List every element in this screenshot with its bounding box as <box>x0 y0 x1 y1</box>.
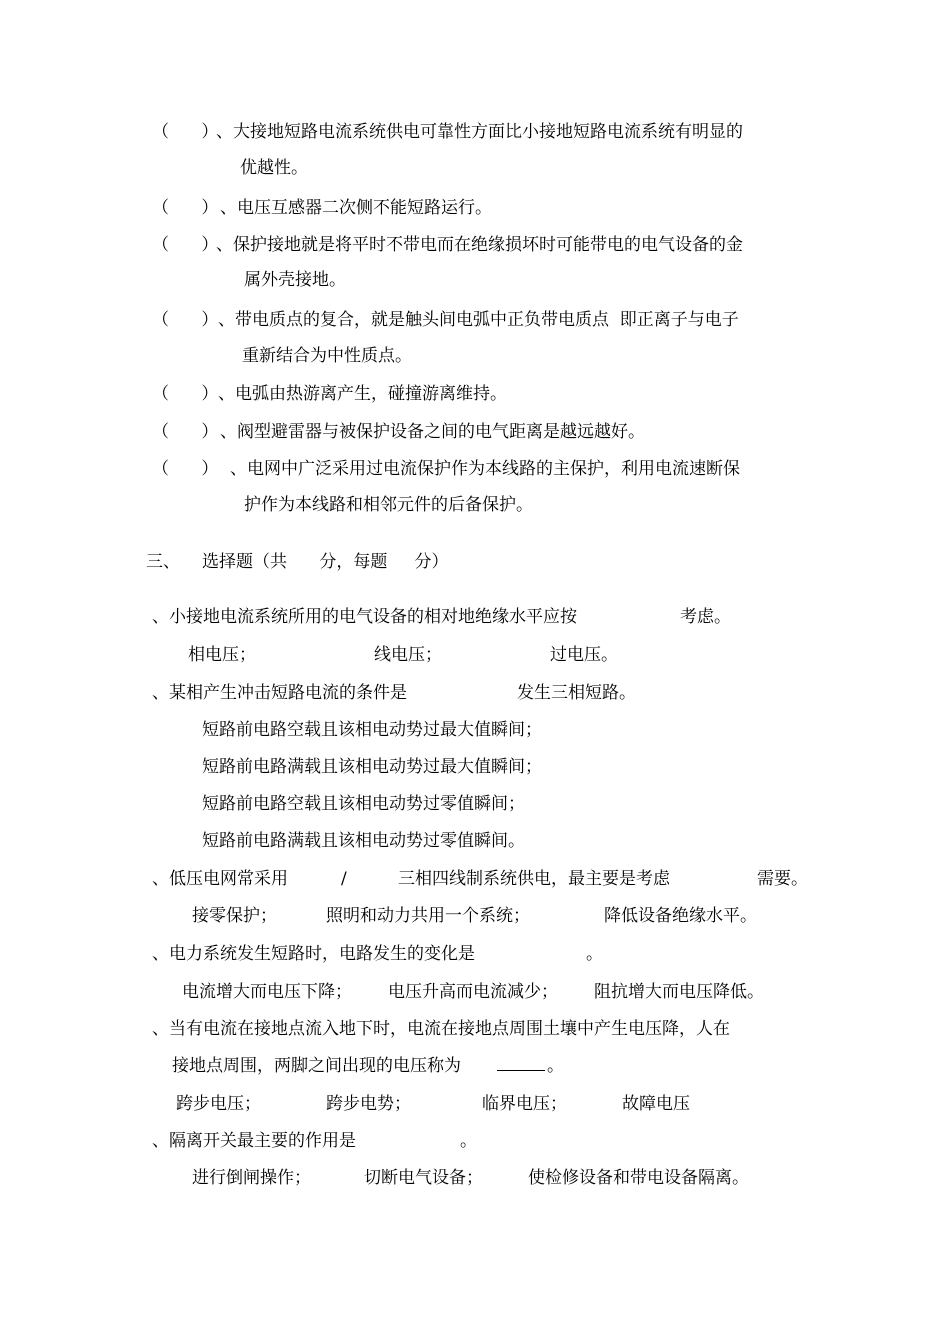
option[interactable]: 切断电气设备； <box>364 1168 483 1188</box>
option[interactable]: 跨步电压； <box>176 1094 261 1114</box>
item-text: 、电网中广泛采用过电流保护作为本线路的主保护，利用电流速断保 <box>230 459 740 479</box>
option[interactable]: 接零保护； <box>192 906 277 926</box>
item-text: 、大接地短路电流系统供电可靠性方面比小接地短路电流系统有明显的 <box>216 122 743 142</box>
item-text-cont: 重新结合为中性质点。 <box>242 346 412 366</box>
question-stem: 、低压电网常采用 <box>152 869 288 889</box>
option[interactable]: 故障电压 <box>622 1094 690 1114</box>
item-text: 、保护接地就是将平时不带电而在绝缘损坏时可能带电的电气设备的金 <box>216 235 743 255</box>
question-stem-mid: 三相四线制系统供电，最主要是考虑 <box>398 869 670 889</box>
item-text: 、阀型避雷器与被保护设备之间的电气距离是越远越好。 <box>220 422 645 442</box>
option[interactable]: 临界电压； <box>482 1094 567 1114</box>
question-stem-tail: 。 <box>547 1056 564 1076</box>
question-stem-tail: 考虑。 <box>680 607 731 627</box>
option[interactable]: 短路前电路满载且该相电动势过零值瞬间。 <box>202 831 525 851</box>
question-stem: 、隔离开关最主要的作用是 <box>152 1131 356 1151</box>
item-text: 、电压互感器二次侧不能短路运行。 <box>220 198 492 218</box>
option[interactable]: 进行倒闸操作； <box>192 1168 311 1188</box>
item-text-cont: 优越性。 <box>240 158 308 178</box>
section-number: 三、 <box>146 552 180 572</box>
option[interactable]: 短路前电路满载且该相电动势过最大值瞬间； <box>202 757 542 777</box>
question-stem: 、某相产生冲击短路电流的条件是 <box>152 683 407 703</box>
option[interactable]: 相电压； <box>188 645 256 665</box>
slash-separator: / <box>341 869 347 889</box>
option[interactable]: 电压升高而电流减少； <box>388 982 558 1002</box>
item-text: 、电弧由热游离产生，碰撞游离维持。 <box>218 384 507 404</box>
answer-paren[interactable]: （ ） <box>152 422 219 442</box>
question-stem-tail: 发生三相短路。 <box>517 683 636 703</box>
section-title: 选择题（共 分，每题 分） <box>202 552 449 572</box>
item-text-cont: 护作为本线路和相邻元件的后备保护。 <box>244 495 533 515</box>
option[interactable]: 短路前电路空载且该相电动势过最大值瞬间； <box>202 720 542 740</box>
option[interactable]: 使检修设备和带电设备隔离。 <box>528 1168 749 1188</box>
option[interactable]: 短路前电路空载且该相电动势过零值瞬间； <box>202 794 525 814</box>
answer-paren[interactable]: （ ） <box>152 310 219 330</box>
question-stem: 、当有电流在接地点流入地下时，电流在接地点周围土壤中产生电压降，人在 <box>152 1019 730 1039</box>
option[interactable]: 过电压。 <box>550 645 618 665</box>
question-stem-tail: 。 <box>586 944 603 964</box>
answer-paren[interactable]: （ ） <box>152 198 219 218</box>
question-stem: 、电力系统发生短路时，电路发生的变化是 <box>152 944 475 964</box>
question-stem-tail: 需要。 <box>757 869 808 889</box>
item-text: 、带电质点的复合，就是触头间电弧中正负带电质点 即正离子与电子 <box>218 310 739 330</box>
option[interactable]: 照明和动力共用一个系统； <box>326 906 530 926</box>
option[interactable]: 电流增大而电压下降； <box>182 982 352 1002</box>
answer-paren[interactable]: （ ） <box>152 459 219 479</box>
question-stem: 、小接地电流系统所用的电气设备的相对地绝缘水平应按 <box>152 607 577 627</box>
option[interactable]: 降低设备绝缘水平。 <box>604 906 757 926</box>
item-text-cont: 属外壳接地。 <box>244 270 346 290</box>
option[interactable]: 阻抗增大而电压降低。 <box>594 982 764 1002</box>
option[interactable]: 跨步电势； <box>326 1094 411 1114</box>
question-stem-tail: 。 <box>460 1131 477 1151</box>
answer-paren[interactable]: （ ） <box>152 122 219 142</box>
question-stem-cont: 接地点周围，两脚之间出现的电压称为 <box>172 1056 461 1076</box>
answer-paren[interactable]: （ ） <box>152 235 219 255</box>
option[interactable]: 线电压； <box>374 645 442 665</box>
answer-blank[interactable] <box>497 1056 545 1071</box>
answer-paren[interactable]: （ ） <box>152 384 219 404</box>
